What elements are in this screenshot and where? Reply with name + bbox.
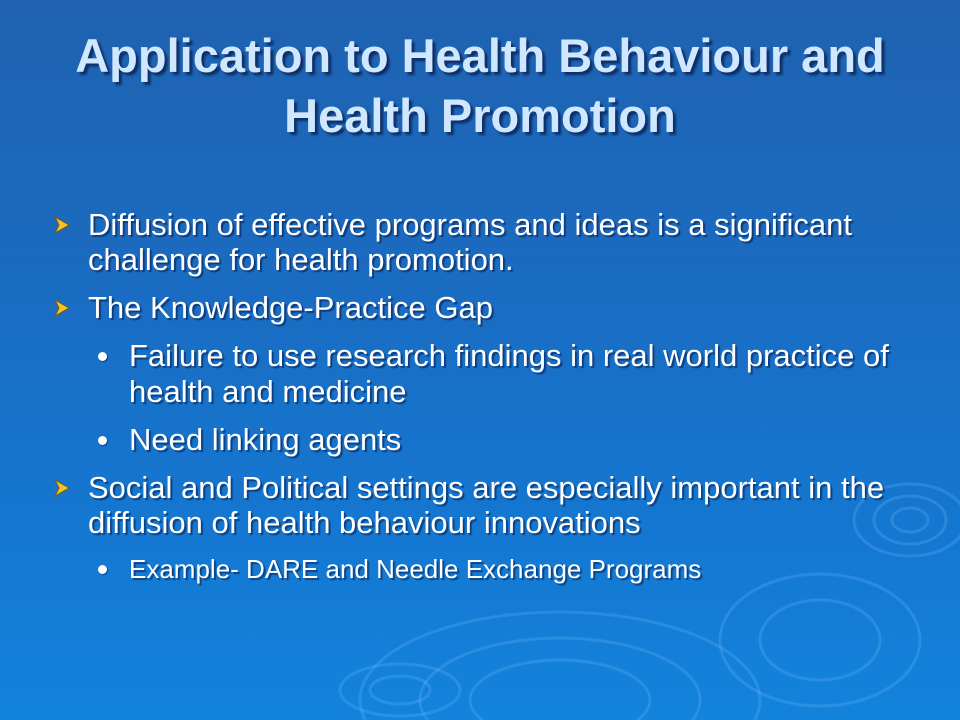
bullet-item (52, 290, 922, 325)
sub-bullet-text: Failure to use research findings in real world practice of health and medicine (129, 338, 889, 409)
dot-bullet-icon (98, 565, 107, 574)
bullet-text: Diffusion of effective programs and ideas is a significant challenge for health promotion. (88, 207, 852, 277)
bullet-item (52, 470, 922, 540)
arrow-bullet-icon (52, 478, 72, 498)
arrow-bullet-icon (52, 298, 72, 318)
sub-bullet-item (52, 553, 922, 585)
dot-bullet-icon (98, 352, 107, 361)
slide-title: Application to Health Behaviour and Health Promotion (75, 29, 885, 142)
sub-bullet-item (52, 422, 922, 458)
sub-bullet-text: Example- DARE and Needle Exchange Programs (129, 554, 702, 584)
bullet-item (52, 207, 922, 277)
bullet-text: Social and Political settings are especially important in the diffusion of health behaviour innovations (88, 470, 885, 540)
arrow-bullet-icon (52, 215, 72, 235)
sub-bullet-text: Need linking agents (129, 422, 402, 457)
dot-bullet-icon (98, 436, 107, 445)
bullet-text: The Knowledge-Practice Gap (88, 290, 493, 325)
sub-bullet-item (52, 338, 922, 410)
bullet-list (52, 207, 922, 593)
